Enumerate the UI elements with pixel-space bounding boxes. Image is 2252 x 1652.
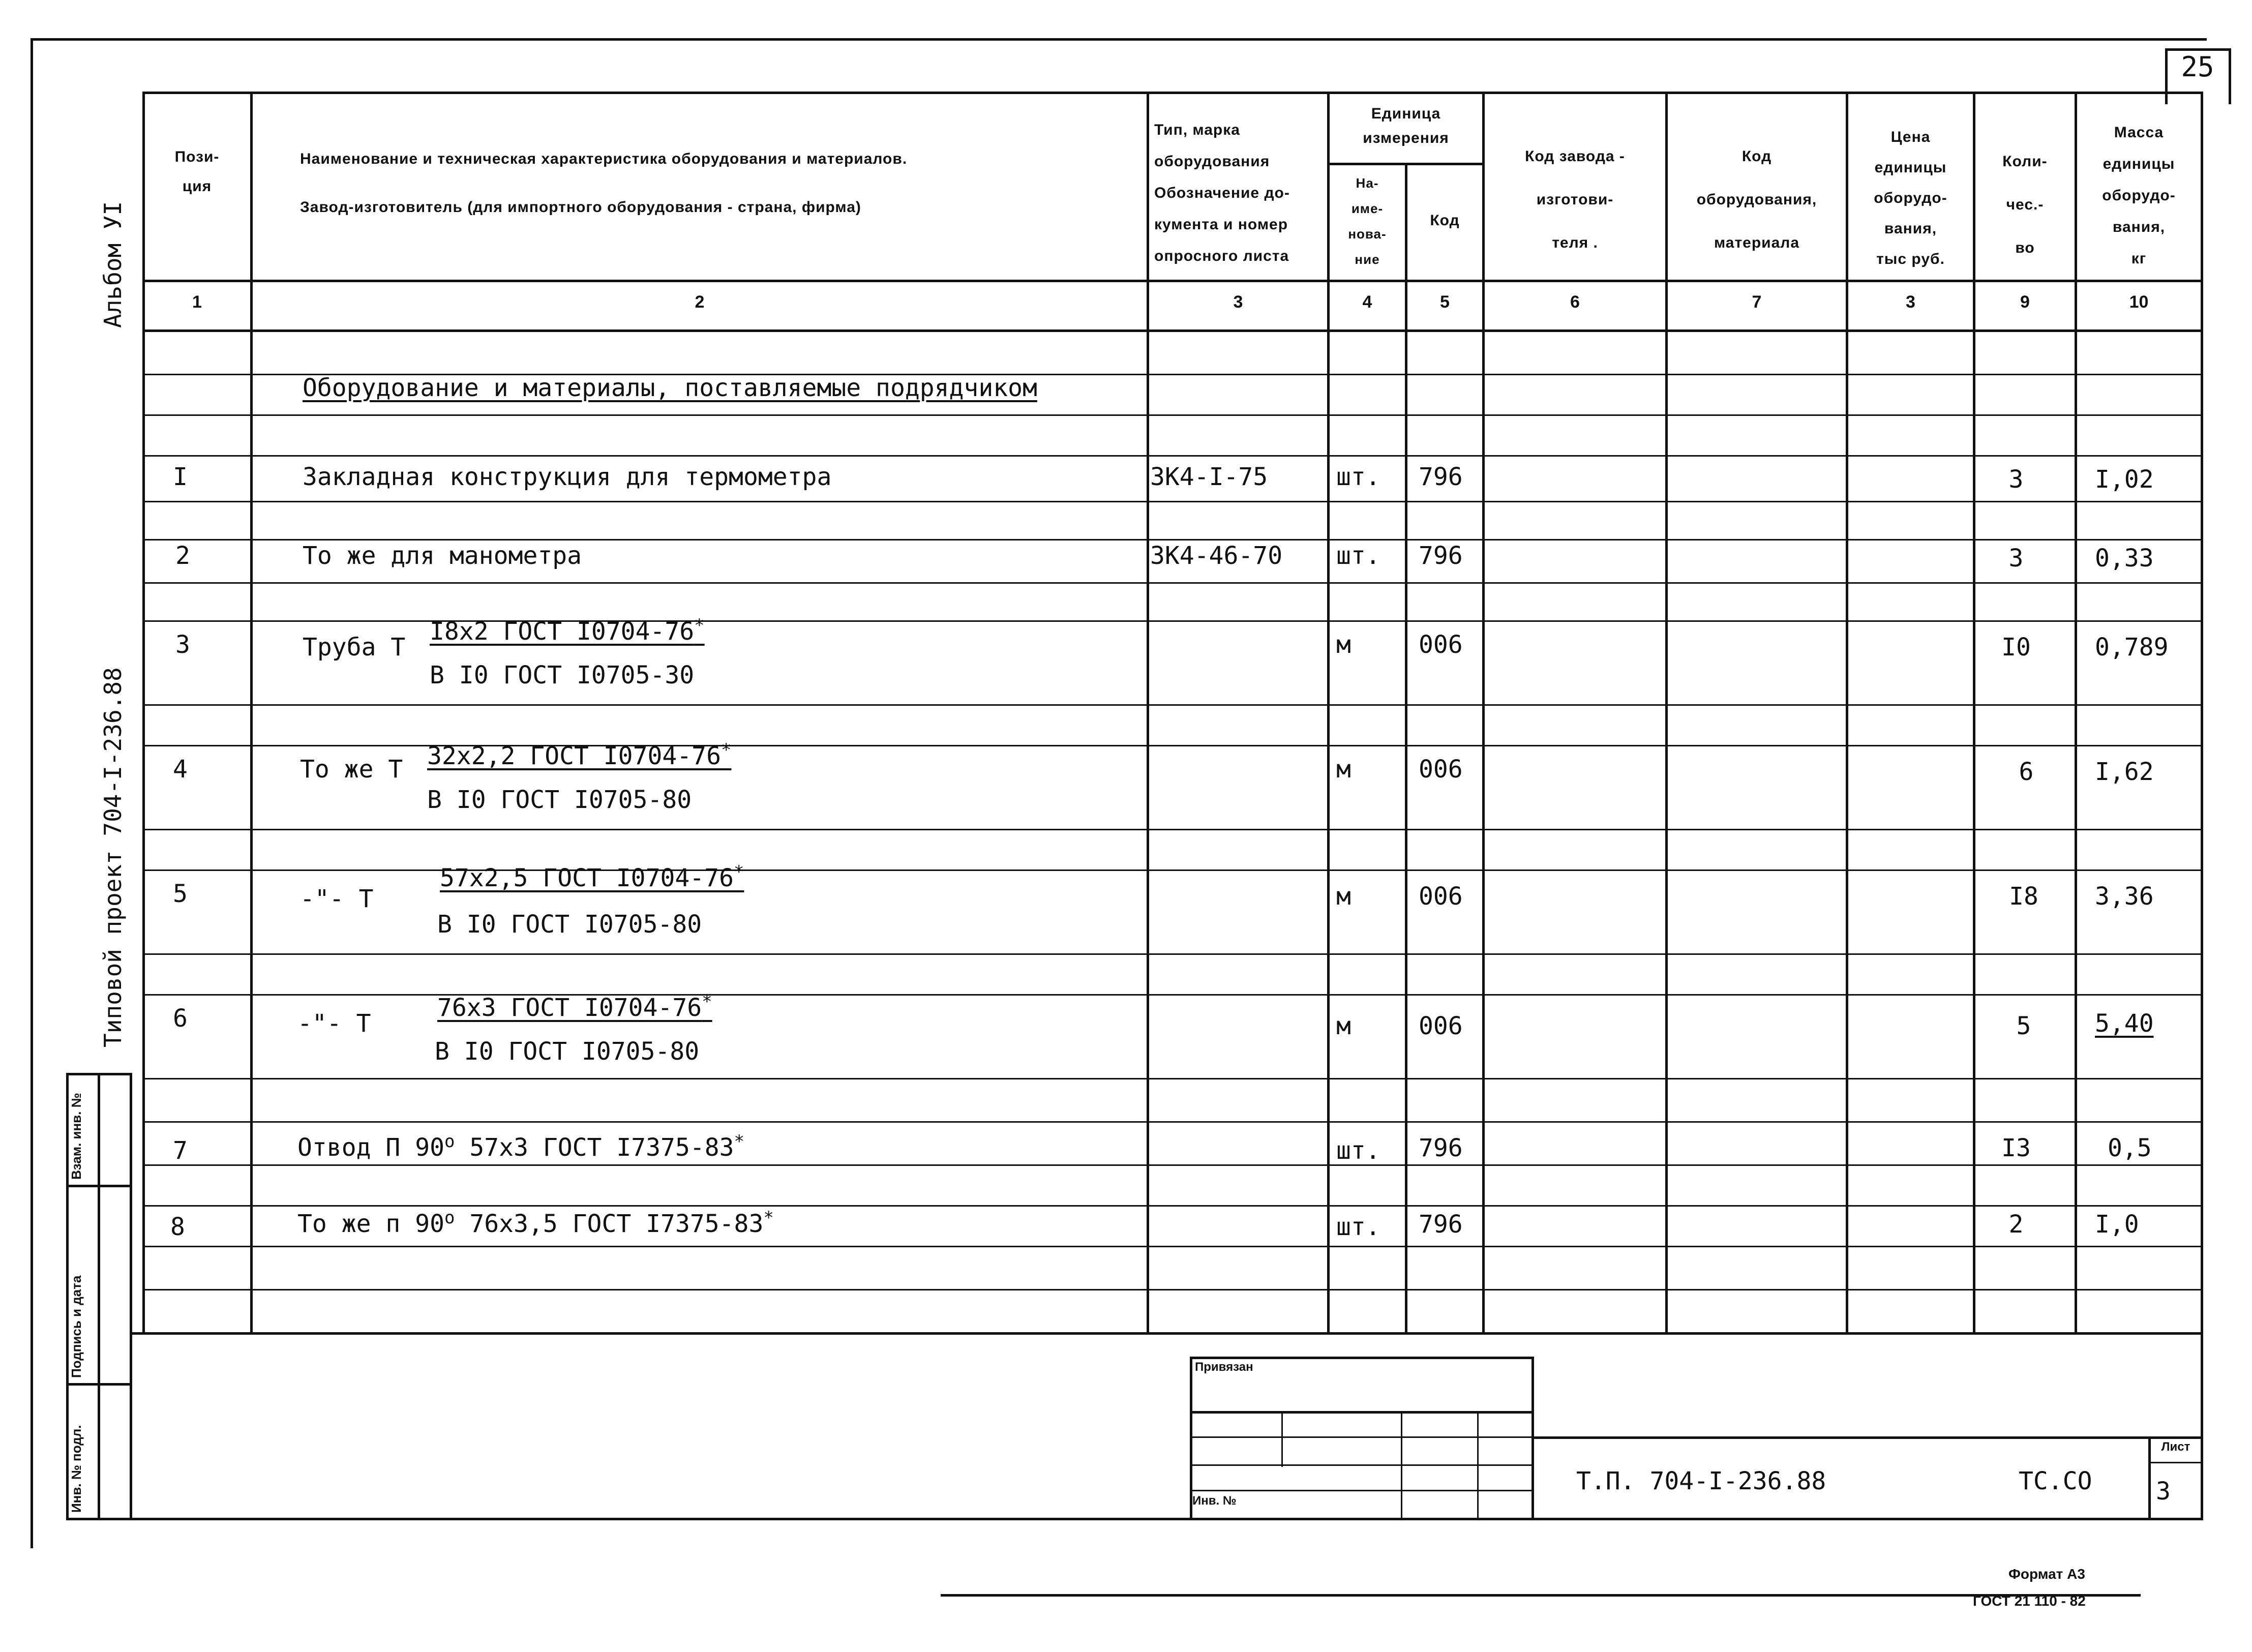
row-4-qty: 6: [2019, 758, 2034, 786]
colnum-4: 4: [1362, 292, 1372, 312]
stamp-podpis: Подпись и дата: [69, 1275, 84, 1378]
row-6-pos: 6: [173, 1004, 188, 1033]
project-label: Типовой проект 704-I-236.88: [99, 667, 127, 1047]
row-1-type: ЗК4-I-75: [1150, 463, 1268, 491]
colnum-10: 10: [2129, 292, 2149, 312]
row-5-code: 006: [1419, 882, 1463, 911]
row-2-mass: 0,33: [2095, 544, 2154, 573]
row-2-type: ЗК4-46-70: [1150, 542, 1283, 570]
row-4-code: 006: [1419, 755, 1463, 784]
format-label: Формат А3: [2008, 1566, 2085, 1582]
row-3-unit: м: [1336, 630, 1351, 659]
colnum-7: 7: [1752, 292, 1762, 312]
row-6-unit: м: [1336, 1012, 1351, 1040]
row-6-mass: 5,40: [2095, 1009, 2154, 1038]
row-5-mass: 3,36: [2095, 882, 2154, 911]
header-qty: Коли- чес.- во: [2002, 153, 2048, 256]
row-5-pos: 5: [173, 880, 188, 908]
row-1-pos: I: [173, 463, 188, 491]
header-maker-code: Код завода - изготови- теля .: [1525, 148, 1625, 251]
header-unit-group: Единица измерения: [1363, 105, 1449, 146]
colnum-3: 3: [1233, 292, 1243, 312]
row-1-mass: I,02: [2095, 465, 2154, 494]
colnum-9: 9: [2020, 292, 2030, 312]
row-8-mass: I,0: [2095, 1210, 2139, 1239]
doc-mark: ТС.СО: [2019, 1467, 2092, 1495]
album-label: Альбом УI: [99, 201, 127, 328]
row-7-unit: шт.: [1336, 1136, 1380, 1165]
colnum-8: 3: [1906, 292, 1915, 312]
row-2-name: То же для манометра: [303, 542, 582, 570]
header-type: Тип, марка оборудования Обозначение до- кумента и номер опросного листа: [1154, 122, 1290, 264]
row-3-qty: I0: [2001, 633, 2031, 662]
privyazan-label: Привязан: [1195, 1360, 1253, 1374]
frame-top: [31, 38, 2207, 41]
row-7-code: 796: [1419, 1134, 1463, 1162]
colnum-6: 6: [1570, 292, 1580, 312]
row-8-unit: шт.: [1336, 1213, 1380, 1241]
row-5-name-sub: В I0 ГОСТ I0705-80: [437, 910, 702, 939]
row-6-qty: 5: [2016, 1012, 2031, 1040]
row-8-code: 796: [1419, 1210, 1463, 1239]
row-7-pos: 7: [173, 1136, 188, 1165]
row-1-name: Закладная конструкция для термометра: [303, 463, 832, 491]
colnum-2: 2: [695, 292, 705, 312]
row-3-name-sub: В I0 ГОСТ I0705-30: [430, 661, 695, 689]
row-6-name-prefix: -"- Т: [297, 1009, 371, 1038]
row-6-name-main: 76x3 ГОСТ I0704-76*: [437, 992, 712, 1022]
gost-label: ГОСТ 21 110 - 82: [1973, 1593, 2086, 1609]
header-equip-code: Код оборудования, материала: [1696, 148, 1817, 251]
row-4-pos: 4: [173, 755, 188, 784]
row-3-pos: 3: [175, 630, 190, 659]
row-5-name-prefix: -"- Т: [300, 885, 374, 913]
sheet-label: Лист: [2161, 1440, 2190, 1454]
header-unit-name: На- име- нова- ние: [1348, 175, 1387, 267]
row-4-name-sub: В I0 ГОСТ I0705-80: [427, 786, 692, 814]
row-5-qty: I8: [2009, 882, 2038, 911]
row-4-name-main: 32x2,2 ГОСТ I0704-76*: [427, 740, 732, 770]
row-2-unit: шт.: [1336, 542, 1380, 570]
row-3-name-prefix: Труба Т: [303, 633, 406, 662]
row-4-unit: м: [1336, 755, 1351, 784]
header-mass: Масса единицы оборудо- вания, кг: [2102, 124, 2176, 267]
doc-code: Т.П. 704-I-236.88: [1576, 1467, 1826, 1495]
row-5-unit: м: [1336, 882, 1351, 911]
row-2-code: 796: [1419, 542, 1463, 570]
row-6-name-sub: В I0 ГОСТ I0705-80: [435, 1037, 700, 1066]
frame-bottom-dash: [941, 1594, 2141, 1597]
section-title: Оборудование и материалы, поставляемые подрядчиком: [303, 374, 1037, 402]
row-2-qty: 3: [2008, 544, 2024, 573]
row-4-name-prefix: То же Т: [300, 755, 403, 784]
row-3-name-main: I8x2 ГОСТ I0704-76*: [430, 615, 705, 646]
row-8-name: То же п $90^о$ 76x3,5 ГОСТ I7375-83*: [297, 1208, 774, 1238]
row-2-pos: 2: [175, 542, 190, 570]
row-1-qty: 3: [2008, 465, 2024, 494]
stamp-inv-podl: Инв. № подл.: [69, 1425, 84, 1513]
row-7-name: Отвод П $90^о$ 57x3 ГОСТ I7375-83*: [297, 1131, 745, 1162]
row-1-code: 796: [1419, 463, 1463, 491]
row-8-pos: 8: [170, 1213, 185, 1241]
page-number: 25: [2181, 51, 2214, 83]
row-1-unit: шт.: [1336, 463, 1380, 491]
row-3-mass: 0,789: [2095, 633, 2169, 662]
inv-no-label: Инв. №: [1192, 1494, 1237, 1508]
frame-left: [31, 38, 33, 1548]
row-5-name-main: 57x2,5 ГОСТ I0704-76*: [440, 862, 744, 892]
colnum-1: 1: [192, 292, 202, 312]
row-3-code: 006: [1419, 630, 1463, 659]
header-unit-code: Код: [1430, 212, 1460, 229]
header-pos: Пози- ция: [174, 148, 220, 195]
header-name: Наименование и техническая характеристика оборудования и материалов. Завод-изготовитель (для импортного оборудования - страна, фирма): [300, 151, 908, 216]
sheet-number: 3: [2156, 1477, 2171, 1506]
stamp-vzam: Взам. инв. №: [69, 1093, 84, 1180]
row-7-qty: I3: [2001, 1134, 2031, 1162]
header-price: Цена единицы оборудо- вания, тыс руб.: [1874, 129, 1947, 267]
row-6-code: 006: [1419, 1012, 1463, 1040]
row-4-mass: I,62: [2095, 758, 2154, 786]
colnum-5: 5: [1440, 292, 1450, 312]
row-7-mass: 0,5: [2108, 1134, 2152, 1162]
row-8-qty: 2: [2008, 1210, 2024, 1239]
